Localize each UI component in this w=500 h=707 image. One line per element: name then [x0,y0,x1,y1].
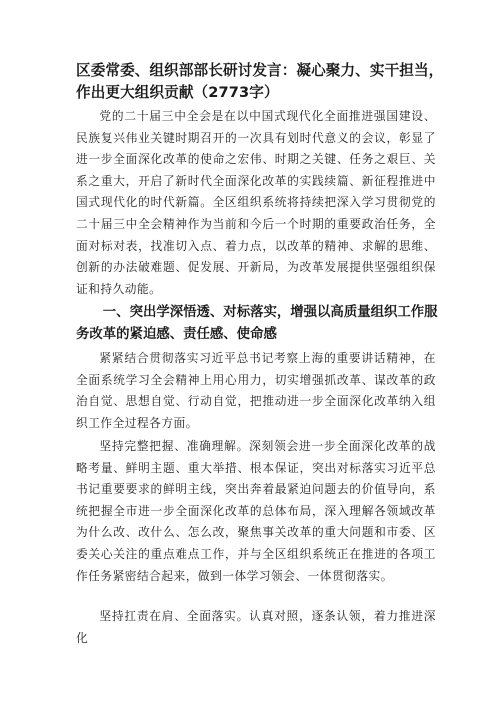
body-paragraph: 坚持扛责在肩、全面落实。认真对照，逐条认领，着力推进深化 [76,609,436,645]
body-paragraph: 紧紧结合贯彻落实习近平总书记考察上海的重要讲话精神，在全面系统学习全会精神上用心用力，切实增强抓改革、谋改革的政治自觉、思想自觉、行动自觉，把推动进一步全面深化改革纳入组织工作全过程各方面。 [76,351,436,430]
document-title: 区委常委、组织部部长研讨发言：凝心聚力、实干担当，作出更大组织贡献（2773字） [76,62,444,101]
intro-paragraph: 党的二十届三中全会是在以中国式现代化全面推进强国建设、民族复兴伟业关键时期召开的一次具有划时代意义的会议，彰显了进一步全面深化改革的使命之宏伟、时期之关键、任务之艰巨、关系之重大，开启了新时代全面深化改革的实践续篇、新征程推进中国式现代化的时代新篇。全区组织系统将持续把深入学习贯彻党的二十届三中全会精神作为当前和今后一个时期的重要政治任务，全面对标对表，找准切入点、着力点，以改革的精神、求解的思维、创新的办法破难题、促发展、开新局，为改革发展提供坚强组织保证和持久动能。 [76,109,436,296]
section-heading: 一、突出学深悟透、对标落实，增强以高质量组织工作服务改革的紧迫感、责任感、使命感 [76,305,438,342]
body-paragraph: 坚持完整把握、准确理解。深刻领会进一步全面深化改革的战略考量、鲜明主题、重大举措、根本保证，突出对标落实习近平总书记重要要求的鲜明主线，突出奔着最紧迫问题去的价值导向，系统把握全市进一步全面深化改革的总体布局，深入理解各领域改革为什么改、改什么、怎么改，聚焦事关改革的重大问题和市委、区委关心关注的重点难点工作，并与全区组织系统正在推进的各项工作任务紧密结合起来，做到一体学习领会、一体贯彻落实。 [76,439,436,583]
